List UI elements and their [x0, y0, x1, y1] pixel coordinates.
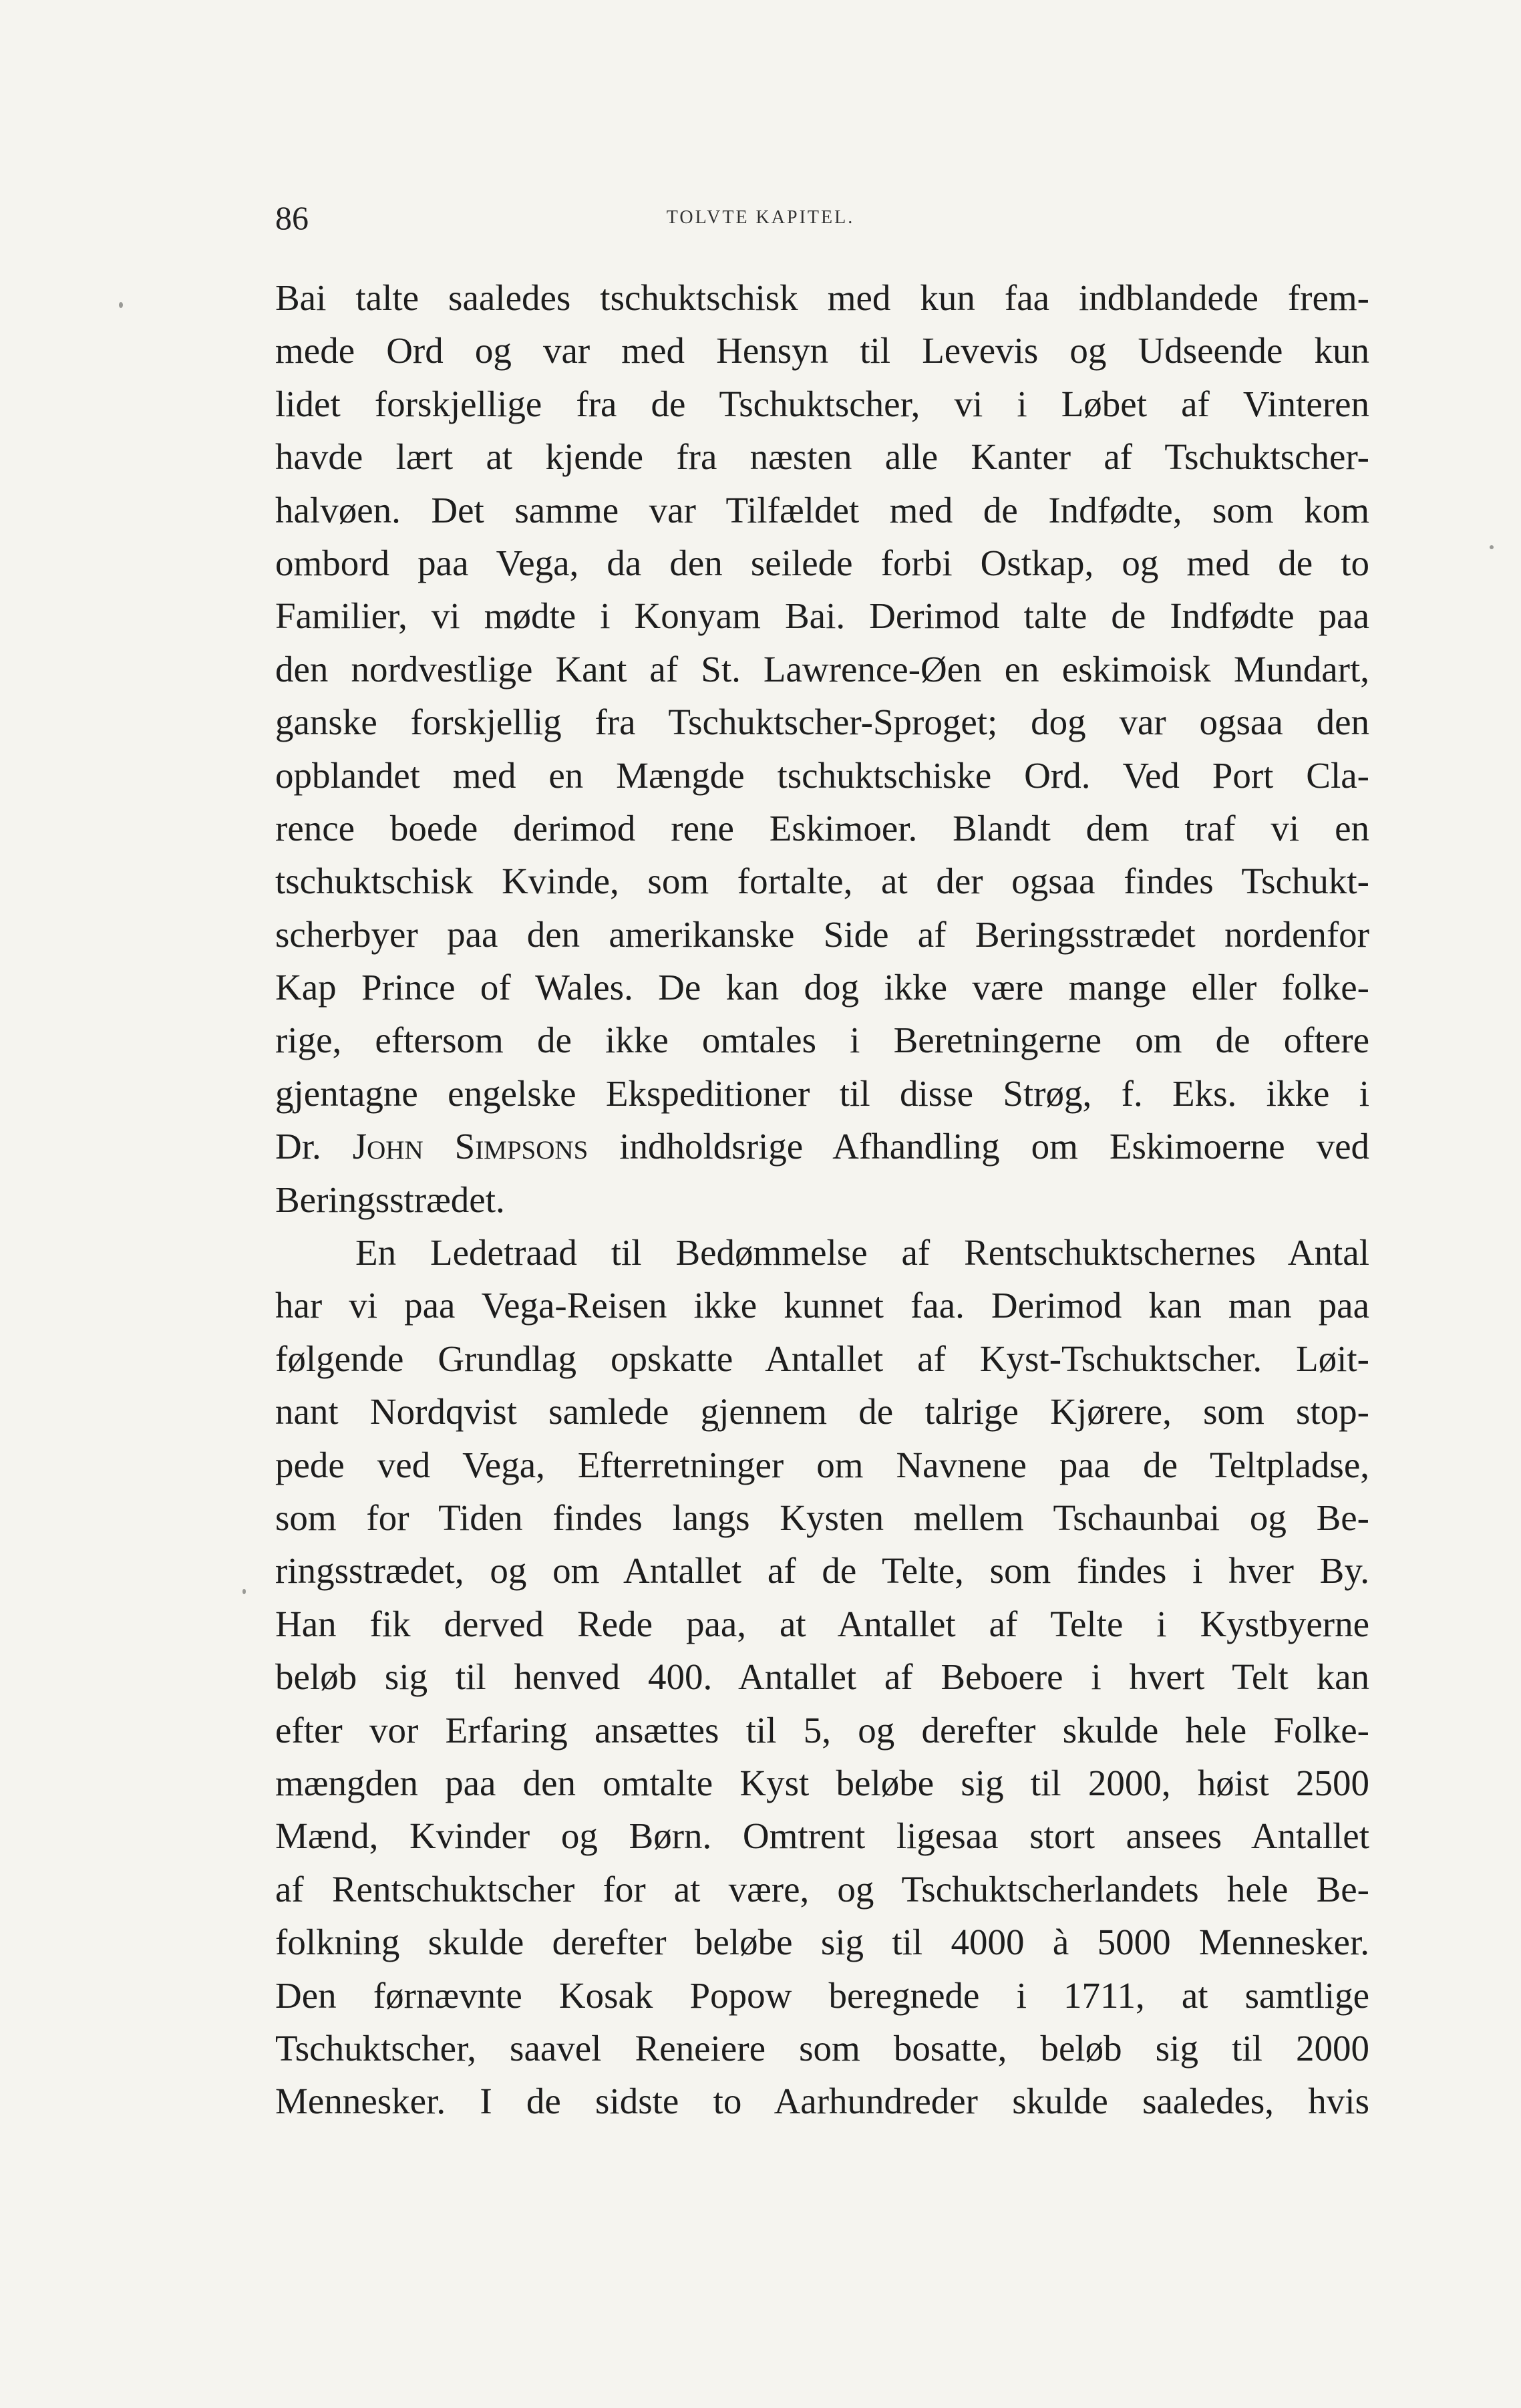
text-line: havde lært at kjende fra næsten alle Kanter af Tschuktscher-	[275, 436, 1369, 478]
text-line: Tschuktscher, saavel Reneiere som bosatte, beløb sig til 2000	[275, 2027, 1369, 2069]
text-line: halvøen. Det samme var Tilfældet med de Indfødte, som kom	[275, 489, 1369, 531]
text-segment: indholdsrige Afhandling om Eskimoerne ved	[588, 1126, 1369, 1167]
text-line: har vi paa Vega-Reisen ikke kunnet faa. Derimod kan man paa	[275, 1285, 1369, 1326]
text-line: pede ved Vega, Efterretninger om Navnene paa de Teltpladse,	[275, 1444, 1369, 1485]
text-line	[275, 1120, 1369, 1173]
text-line: Mænd, Kvinder og Børn. Omtrent ligesaa stort ansees Antallet	[275, 1815, 1369, 1857]
paper-speck	[1490, 545, 1494, 549]
text-line: mede Ord og var med Hensyn til Levevis og Udseende kun	[275, 330, 1369, 371]
text-line: rige, eftersom de ikke omtales i Beretningerne om de oftere	[275, 1020, 1369, 1061]
text-line: efter vor Erfaring ansættes til 5, og derefter skulde hele Folke-	[275, 1709, 1369, 1751]
text-segment: Dr.	[275, 1126, 353, 1167]
text-line: rence boede derimod rene Eskimoer. Blandt dem traf vi en	[275, 807, 1369, 849]
text-line: som for Tiden findes langs Kysten mellem Tschaunbai og Be-	[275, 1497, 1369, 1538]
text-line: Kap Prince of Wales. De kan dog ikke være mange eller folke-	[275, 967, 1369, 1008]
body-text	[275, 271, 1369, 2128]
text-line: ringsstrædet, og om Antallet af de Telte, som findes i hver By.	[275, 1550, 1369, 1592]
text-line: lidet forskjellige fra de Tschuktscher, vi i Løbet af Vinteren	[275, 383, 1369, 424]
text-line: af Rentschuktscher for at være, og Tschuktscherlandets hele Be-	[275, 1868, 1369, 1910]
text-line: nant Nordqvist samlede gjennem de talrige Kjørere, som stop-	[275, 1391, 1369, 1433]
text-line: tschuktschisk Kvinde, som fortalte, at der ogsaa findes Tschukt-	[275, 861, 1369, 902]
author-name: John Simpsons	[352, 1126, 588, 1167]
text-line: ombord paa Vega, da den seilede forbi Ostkap, og med de to	[275, 542, 1369, 583]
paper-speck	[242, 1589, 246, 1594]
text-line: folkning skulde derefter beløbe sig til 4000 à 5000 Mennesker.	[275, 1922, 1369, 1963]
text-line: Familier, vi mødte i Konyam Bai. Derimod talte de Indfødte paa	[275, 595, 1369, 637]
text-line: Den førnævnte Kosak Popow beregnede i 1711, at samtlige	[275, 1974, 1369, 2016]
text-line: den nordvestlige Kant af St. Lawrence-Øen en eskimoisk Mundart,	[275, 648, 1369, 690]
text-line: Han fik derved Rede paa, at Antallet af Telte i Kystbyerne	[275, 1603, 1369, 1644]
text-line: Bai talte saaledes tschuktschisk med kun faa indblandede frem-	[275, 277, 1369, 318]
text-line: følgende Grundlag opskatte Antallet af Kyst-Tschuktscher. Løit-	[275, 1338, 1369, 1379]
text-line: Beringsstrædet.	[275, 1179, 505, 1220]
page-number: 86	[275, 199, 309, 237]
text-line: beløb sig til henved 400. Antallet af Beboere i hvert Telt kan	[275, 1656, 1369, 1698]
text-line: gjentagne engelske Ekspeditioner til disse Strøg, f. Eks. ikke i	[275, 1072, 1369, 1114]
running-head: TOLVTE KAPITEL.	[666, 207, 855, 228]
text-line: En Ledetraad til Bedømmelse af Rentschuktschernes Antal	[355, 1232, 1369, 1273]
text-line: Mennesker. I de sidste to Aarhundreder skulde saaledes, hvis	[275, 2081, 1369, 2122]
text-line: mængden paa den omtalte Kyst beløbe sig til 2000, høist 2500	[275, 1762, 1369, 1803]
paper-speck	[119, 302, 123, 308]
page-header	[0, 194, 1521, 247]
text-line: scherbyer paa den amerikanske Side af Beringsstrædet nordenfor	[275, 913, 1369, 955]
text-line: opblandet med en Mængde tschuktschiske Ord. Ved Port Cla-	[275, 754, 1369, 796]
text-line: ganske forskjellig fra Tschuktscher-Sproget; dog var ogsaa den	[275, 702, 1369, 743]
